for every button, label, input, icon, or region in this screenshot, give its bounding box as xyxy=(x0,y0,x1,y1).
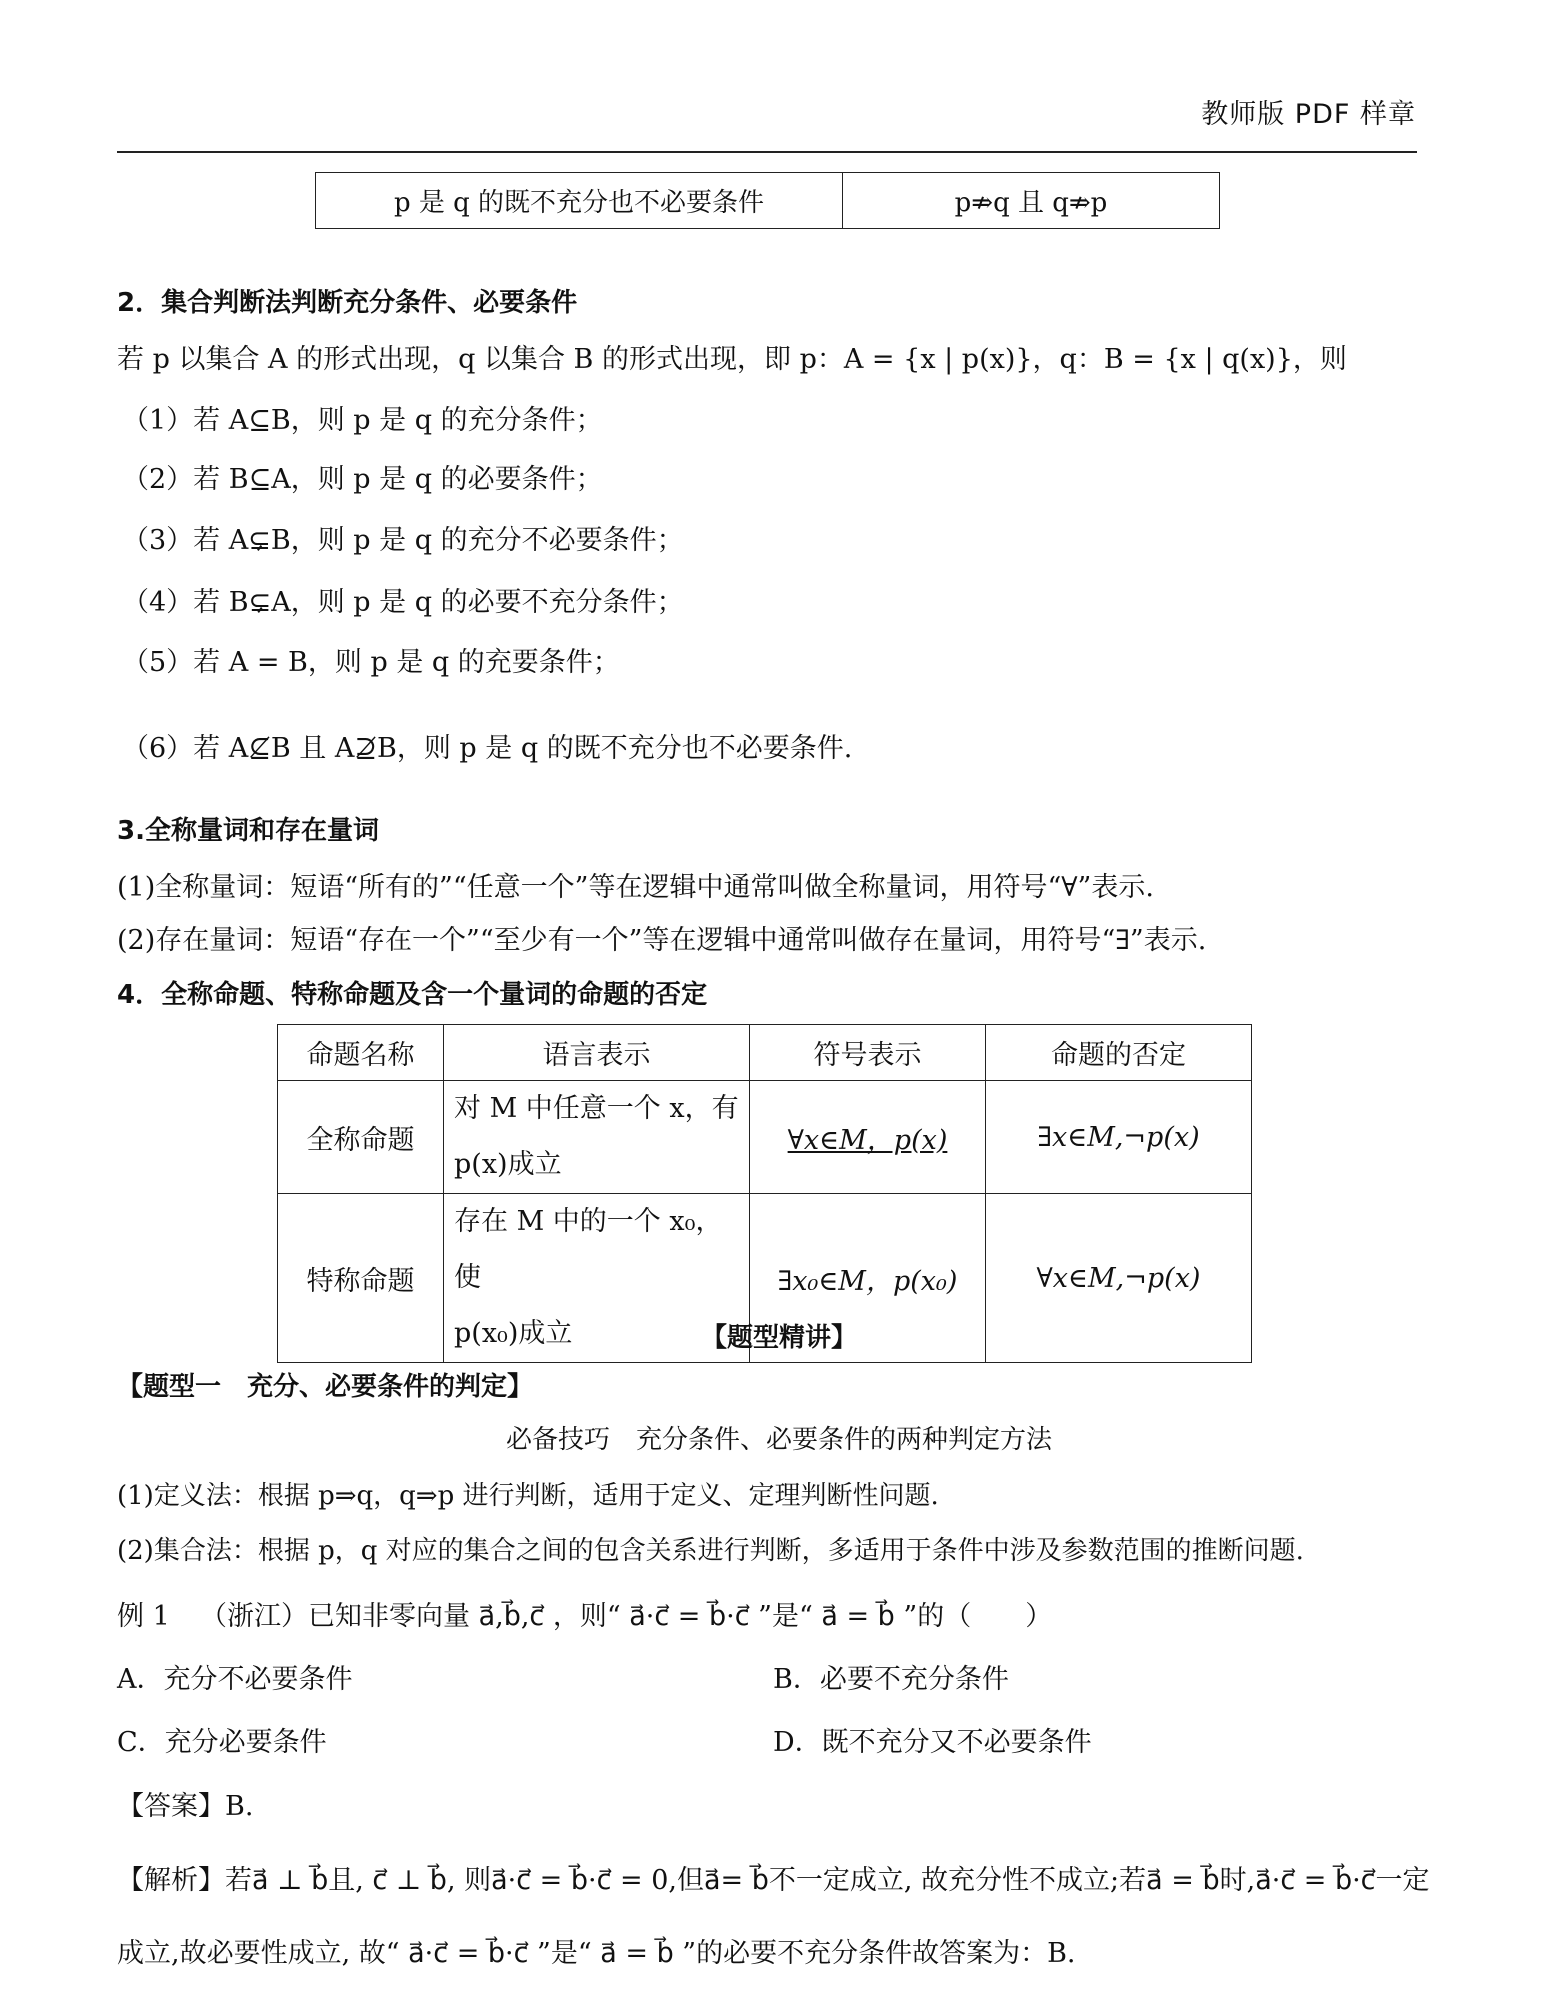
header-divider xyxy=(117,151,1417,153)
table-cell xyxy=(444,1081,750,1194)
table-header-cell: 符号表示 xyxy=(750,1025,986,1081)
table-cell: ∀x∈M，p(x) xyxy=(750,1081,986,1194)
list-item: （2）若 B⊆A，则 p 是 q 的必要条件； xyxy=(122,464,603,495)
table-cell: ∀x∈M,¬p(x) xyxy=(986,1194,1252,1363)
tip-line: (2)集合法：根据 p，q 对应的集合之间的包含关系进行判断，多适用于条件中涉及参数范围的推断问题. xyxy=(117,1536,1304,1566)
table-header-cell: 语言表示 xyxy=(444,1025,750,1081)
option-d: D．既不充分又不必要条件 xyxy=(773,1727,1092,1758)
table-cell: p⇏q 且 q⇏p xyxy=(843,173,1220,229)
example-label: 例 1 xyxy=(117,1601,170,1632)
table-header-row xyxy=(278,1025,1252,1081)
table-row xyxy=(278,1081,1252,1194)
list-item: (2)存在量词：短语“存在一个”“至少有一个”等在逻辑中通常叫做存在量词，用符号“∃”表示. xyxy=(117,925,1207,956)
table-header-cell: 命题名称 xyxy=(278,1025,444,1081)
section-3-title: 3.全称量词和存在量词 xyxy=(117,816,379,846)
list-item: （5）若 A = B，则 p 是 q 的充要条件； xyxy=(122,647,620,678)
lecture-title: 【题型精讲】 xyxy=(700,1323,857,1353)
table-row xyxy=(316,173,1220,229)
cell-line: 对 M 中任意一个 x，有 xyxy=(454,1093,739,1124)
table-cell: ∃x₀∈M，p(x₀) xyxy=(750,1194,986,1363)
cell-line: 存在 M 中的一个 x₀，使 xyxy=(454,1206,723,1293)
section-2-intro: 若 p 以集合 A 的形式出现，q 以集合 B 的形式出现，即 p：A = {x | p(x)}，q：B = {x | q(x)}，则 xyxy=(117,344,1347,375)
list-item: （3）若 A⊊B，则 p 是 q 的充分不必要条件； xyxy=(122,525,684,556)
analysis-line: 成立,故必要性成立, 故“ a⃗·c⃗ = b⃗·c⃗ ”是“ a⃗ = b⃗ ”的必要不充分条件故答案为：B. xyxy=(117,1938,1076,1969)
list-item: (1)全称量词：短语“所有的”“任意一个”等在逻辑中通常叫做全称量词，用符号“∀”表示. xyxy=(117,872,1154,903)
table-header-cell: 命题的否定 xyxy=(986,1025,1252,1081)
analysis-line: 【解析】若a⃗ ⊥ b⃗且, c⃗ ⊥ b⃗, 则a⃗·c⃗ = b⃗·c⃗ = 0,但a⃗= b⃗不一定成立, 故充分性不成立;若a⃗ = b⃗时,a⃗·c⃗ = b⃗·c⃗一定 xyxy=(117,1865,1430,1896)
table-cell: ∃x∈M,¬p(x) xyxy=(986,1081,1252,1194)
section-4-title: 4．全称命题、特称命题及含一个量词的命题的否定 xyxy=(117,980,708,1010)
quantifier-table xyxy=(277,1024,1252,1363)
list-item: （4）若 B⊊A，则 p 是 q 的必要不充分条件； xyxy=(122,587,684,618)
type-1-title: 【题型一 充分、必要条件的判定】 xyxy=(117,1372,534,1402)
table-cell: p 是 q 的既不充分也不必要条件 xyxy=(316,173,843,229)
header-label: 教师版 PDF 样章 xyxy=(1201,99,1416,130)
tip-line: (1)定义法：根据 p⇒q，q⇒p 进行判断，适用于定义、定理判断性问题. xyxy=(117,1481,939,1511)
option-a: A．充分不必要条件 xyxy=(117,1664,353,1695)
list-item: （1）若 A⊆B，则 p 是 q 的充分条件； xyxy=(122,405,603,436)
condition-table xyxy=(315,172,1220,229)
table-cell: 全称命题 xyxy=(278,1081,444,1194)
option-b: B．必要不充分条件 xyxy=(773,1664,1009,1695)
cell-line: p(x)成立 xyxy=(454,1149,562,1180)
table-cell: 特称命题 xyxy=(278,1194,444,1363)
list-item: （6）若 A⊈B 且 A⊉B，则 p 是 q 的既不充分也不必要条件. xyxy=(122,733,853,764)
tip-title: 必备技巧 充分条件、必要条件的两种判定方法 xyxy=(505,1425,1052,1455)
section-2-title: 2．集合判断法判断充分条件、必要条件 xyxy=(117,288,578,318)
cell-line: p(x₀)成立 xyxy=(454,1318,573,1349)
option-c: C．充分必要条件 xyxy=(117,1727,327,1758)
answer: 【答案】B. xyxy=(117,1791,254,1822)
example-stem: （浙江）已知非零向量 a⃗,b⃗,c⃗ ，则“ a⃗·c⃗ = b⃗·c⃗ ”是“ a⃗ = b⃗ ”的（ ） xyxy=(200,1601,1053,1632)
